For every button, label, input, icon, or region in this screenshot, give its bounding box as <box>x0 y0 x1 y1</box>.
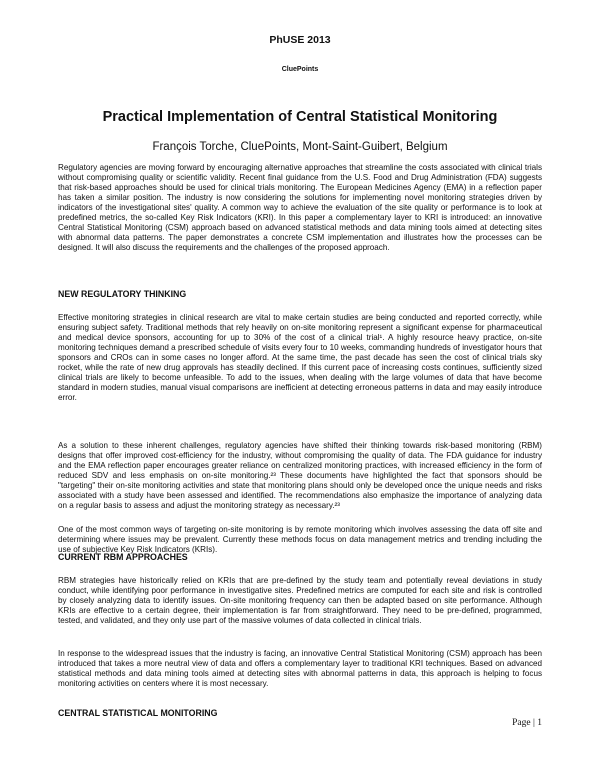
body-paragraph: Effective monitoring strategies in clinical research are vital to make certain studies are being conducted and reported correctly, while ensuring subject safety. Traditional methods that rely heavily on on-site monitoring represent a significant expense for pharmaceutical and medical device sponsors, accounting for up to 30% of the cost of a clinical trial¹. A highly resource heavy practice, on-site monitoring techniques demand a prescribed schedule of visits every four to 10 weeks, commanding hundreds of investigator hours that sponsors and CROs can in some cases no longer afford. At the same time, the past decade has seen the cost of clinical trials sky rocket, while the rate of new drug approvals has steadily declined. If this current pace of increasing costs continues, sufficiently sized clinical trials are likely to become unfeasible. To add to the issues, when dealing with the large volumes of data that have become standard in modern studies, manual visual comparisons are inefficient at detecting erroneous patterns in data and may easily introduce error. <box>58 313 542 402</box>
conference-header: PhUSE 2013 <box>269 34 331 46</box>
page-number: Page | 1 <box>512 718 542 728</box>
body-paragraph: As a solution to these inherent challenges, regulatory agencies have shifted their thinking towards risk-based monitoring (RBM) designs that offer improved cost-efficiency for the industry, without compromising the quality of data. The FDA guidance for industry and the EMA reflection paper encourages greater reliance on centralized monitoring practices, with increased efficiency in the form of reduced SDV and less emphasis on on-site monitoring.²³ These documents have highlighted the fact that sponsors should be "targeting" their on-site monitoring activities and state that monitoring plans should only be developed once the unique needs and risks associated with a study have been assessed and identified. The recommendations also emphasize the importance of analyzing data on a regular basis to assess and adjust the monitoring strategy as necessary.²³ <box>58 441 542 510</box>
body-paragraph: One of the most common ways of targeting on-site monitoring is by remote monitoring which involves assessing the data off site and determining where issues may be prevalent. Currently these methods focus on data management metrics and trending including the use of subjective Key Risk Indicators (KRIs). <box>58 525 542 554</box>
section-heading: CENTRAL STATISTICAL MONITORING <box>58 708 218 718</box>
section-heading: CURRENT RBM APPROACHES <box>58 552 188 562</box>
section-heading: NEW REGULATORY THINKING <box>58 289 187 299</box>
paper-title: Practical Implementation of Central Statistical Monitoring <box>102 109 498 125</box>
organization-header: CluePoints <box>281 66 319 73</box>
author-line: François Torche, CluePoints, Mont-Saint-Guibert, Belgium <box>152 141 448 153</box>
body-paragraph: RBM strategies have historically relied on KRIs that are pre-defined by the study team and potentially reveal deviations in study conduct, while identifying poor performance in investigative sites. Predefined metrics are computed for each site and risk is controlled by closely analyzing data to identify issues. On-site monitoring frequency can then be adapted based on site performance. Although KRIs are effective to a certain degree, their implementation is far from straightforward. They need to be pre-defined, programmed, tested, and validated, and they only use part of the massive volumes of data collected in clinical trials. <box>58 576 542 625</box>
abstract-paragraph: Regulatory agencies are moving forward by encouraging alternative approaches that streamline the costs associated with clinical trials without compromising quality or scientific validity. Recent final guidance from the U.S. Food and Drug Administration (FDA) suggests that risk-based approaches should be used for clinical trials monitoring. The European Medicines Agency (EMA) in a reflection paper has taken a similar position. The industry is now considering the solutions for implementing novel monitoring strategies driven by indicators of the investigational sites' quality. A common way to achieve the evaluation of the site quality or performance is to look at predefined metrics, the so-called Key Risk Indicators (KRI). In this paper a complementary layer to KRI is introduced: an innovative Central Statistical Monitoring (CSM) approach based on advanced statistical methods and data mining tools aimed at detecting sites with abnormal data patterns. The paper demonstrates a concrete CSM implementation and illustrates how the processes can be designed. It will also discuss the requirements and the challenges of the proposed approach. <box>58 163 542 252</box>
body-paragraph: In response to the widespread issues that the industry is facing, an innovative Central Statistical Monitoring (CSM) approach has been introduced that takes a more neutral view of data and offers a complementary layer to traditional KRI techniques. Based on advanced statistical methods and data mining tools aimed at detecting sites with abnormal patterns in data, this approach is helping to focus monitoring activities on centers where it is most necessary. <box>58 649 542 688</box>
